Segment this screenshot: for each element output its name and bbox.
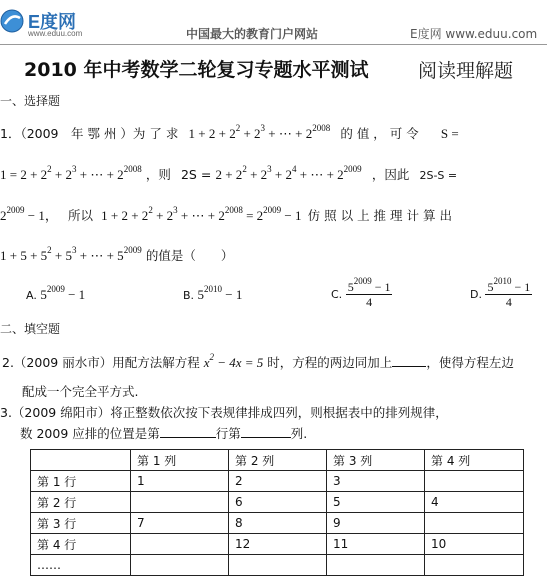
logo-url: www.eduu.com — [28, 29, 83, 38]
table-row-label: 第 3 行 — [31, 513, 131, 534]
table-cell: 12 — [229, 534, 327, 555]
table-row-label: 第 4 行 — [31, 534, 131, 555]
table-cell: 1 — [131, 471, 229, 492]
table-cell: 5 — [327, 492, 425, 513]
q1-2s-eq: 2S = — [180, 167, 212, 182]
q1-s-expansion: $1 = 2 + 2^2 + 2^3$ + ⋯ + $2^{2008}$ — [0, 164, 142, 182]
table-cell — [425, 513, 524, 534]
table-row — [31, 492, 524, 513]
table-header-cell: 第 3 列 — [327, 450, 425, 471]
table-row-label: 第 2 行 — [31, 492, 131, 513]
q3-row-blank[interactable] — [160, 437, 216, 438]
table-header-cell: 第 2 列 — [229, 450, 327, 471]
choice-b[interactable]: B. $5^{2010} - 1$ — [183, 284, 243, 302]
header-site[interactable]: E度网 www.eduu.com — [410, 27, 538, 41]
table-cell: 9 — [327, 513, 425, 534]
table-row — [31, 471, 524, 492]
q1-2s-expansion: $2 + 2^2 + 2^3 + 2^4$ + ⋯ + $2^{2009}$ — [215, 164, 362, 182]
table-cell: 11 — [327, 534, 425, 555]
q3-line-2: 数 2009 应排的位置是第 行第 列. — [20, 426, 308, 441]
table-row — [31, 513, 524, 534]
table-cell: 6 — [229, 492, 327, 513]
table-row — [31, 534, 524, 555]
q2-blank[interactable] — [392, 366, 426, 367]
q2-equation: $x^2 - 4x = 5$ — [203, 352, 264, 370]
q1-diff-eq: 2S-S = — [419, 169, 458, 182]
header-slogan: 中国最大的教育门户网站 — [186, 27, 319, 41]
table-cell — [131, 492, 229, 513]
q1-line-3 — [0, 205, 452, 224]
table-cell — [131, 534, 229, 555]
logo-brand: E度网 — [28, 12, 77, 32]
q1-intro-tail: 的 值 ， 可 令 — [340, 126, 419, 141]
table-cell: 2 — [229, 471, 327, 492]
table-row-label: …… — [31, 555, 131, 576]
q1-then: ，则 — [145, 167, 171, 182]
q1-line-4 — [0, 246, 233, 264]
choice-a[interactable]: A. $5^{2009} - 1$ — [26, 284, 86, 302]
choice-d[interactable]: D. $\frac{5^{2010} - 1}{4}$ — [470, 276, 531, 309]
arrangement-table — [30, 449, 524, 576]
table-row-label: 第 1 行 — [31, 471, 131, 492]
table-cell — [229, 555, 327, 576]
q3-col-blank[interactable] — [241, 437, 291, 438]
q1-s-eq: S = — [440, 126, 459, 141]
table-cell: 7 — [131, 513, 229, 534]
table-header-row — [31, 450, 524, 471]
table-cell: 4 — [425, 492, 524, 513]
q1-target-sum: $1 + 5 + 5^2 + 5^3$ + ⋯ + $5^{2009}$ — [0, 245, 142, 263]
header-divider — [0, 44, 547, 45]
q1-intro: 1．（2009 年 鄂 州 ）为 了 求 — [0, 126, 179, 141]
choice-c[interactable]: C. $\frac{5^{2009} - 1}{4}$ — [331, 276, 391, 309]
choice-d-fraction: $\frac{5^{2010} - 1}{4}$ — [487, 276, 531, 309]
q1-final-eq: $1 + 2 + 2^2 + 2^3$ + ⋯ + $2^{2008} = 2^{2009} - 1$ — [101, 205, 302, 223]
table-row — [31, 555, 524, 576]
q1-so: 所以 — [67, 208, 93, 223]
q2-line-2: 配成一个完全平方式. — [22, 384, 139, 399]
table-cell — [327, 555, 425, 576]
table-cell — [31, 450, 131, 471]
table-cell: 3 — [327, 471, 425, 492]
q1-therefore: ，因此 — [371, 167, 410, 182]
q1-instruction: 仿 照 以 上 推 理 计 算 出 — [307, 208, 452, 223]
section-heading-fill: 二、填空题 — [0, 322, 61, 336]
q1-sum-expression: $1 + 2 + 2^2 + 2^3$ + ⋯ + $2^{2008}$ — [188, 123, 331, 141]
table-cell — [425, 555, 524, 576]
section-heading-choice: 一、选择题 — [0, 94, 61, 108]
logo-icon — [0, 9, 24, 33]
q1-result: $2^{2009} - 1$， — [0, 205, 58, 223]
choice-c-fraction: $\frac{5^{2009} - 1}{4}$ — [347, 276, 391, 309]
document-subtitle: 阅读理解题 — [418, 60, 514, 82]
table-cell: 8 — [229, 513, 327, 534]
q2-line-1: 2.（2009 丽水市）用配方法解方程 $x^2 - 4x = 5$ 时，方程的两边同加上 ，使得方程左边 — [2, 352, 514, 370]
table-header-cell: 第 1 列 — [131, 450, 229, 471]
table-cell: 10 — [425, 534, 524, 555]
table-cell — [131, 555, 229, 576]
q1-ask: 的值是（ ） — [145, 248, 234, 263]
q1-line-1 — [0, 124, 459, 142]
q1-line-2 — [0, 165, 457, 183]
table-cell — [425, 471, 524, 492]
document-title: 2010 年中考数学二轮复习专题水平测试 — [24, 59, 369, 81]
table-header-cell: 第 4 列 — [425, 450, 524, 471]
q3-line-1: 3.（2009 绵阳市）将正整数依次按下表规律排成四列，则根据表中的排列规律， — [0, 405, 448, 420]
